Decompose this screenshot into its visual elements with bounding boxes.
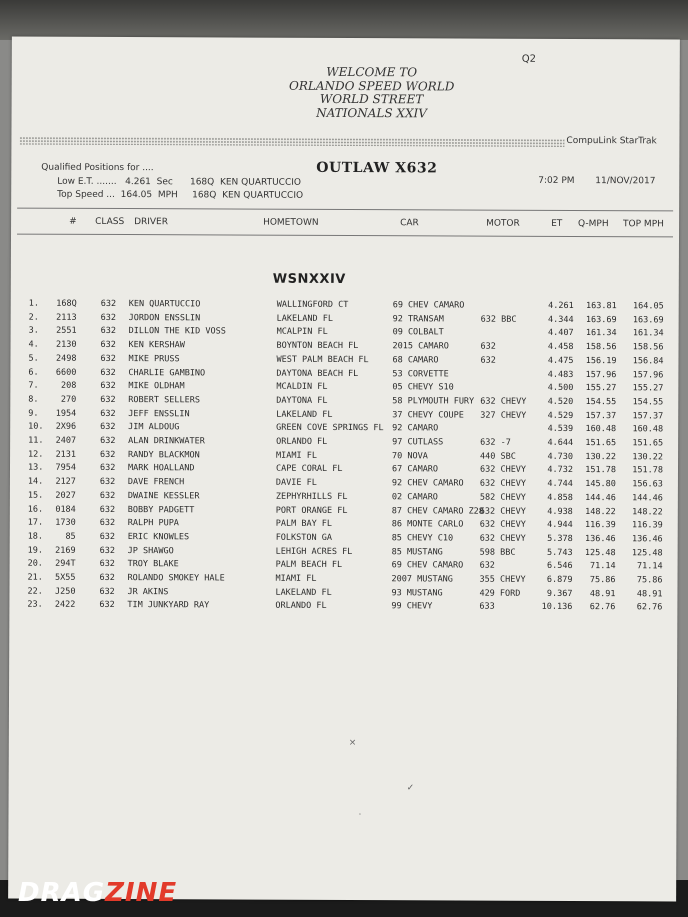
cell-hometown: MIAMI FL (276, 450, 318, 461)
cell-car: 69 CHEV CAMARO (391, 560, 464, 571)
cell-qmph: 75.86 (589, 575, 616, 586)
cell-qmph: 144.46 (585, 492, 616, 503)
cell-pos: 19. (27, 545, 44, 556)
cell-driver: JP SHAWGO (127, 545, 174, 556)
cell-et: 4.938 (547, 506, 573, 517)
dragzine-logo (18, 878, 177, 908)
cell-top: 156.84 (632, 356, 664, 367)
logo-part-zine: ZINE (105, 878, 178, 908)
cell-motor: 632 -7 (480, 437, 511, 448)
cell-car: 69 CHEV CAMARO (392, 300, 465, 311)
cell-car: 92 CAMARO (392, 423, 439, 434)
cell-hometown: DAYTONA FL (276, 395, 328, 406)
cell-pos: 22. (27, 586, 43, 597)
cell-qmph: 148.22 (585, 506, 616, 517)
cell-driver: JIM ALDOUG (128, 422, 180, 433)
cell-et: 4.475 (547, 355, 574, 366)
cell-car: 87 CHEV CAMARO Z28 (391, 505, 484, 517)
cell-motor: 633 (479, 601, 495, 613)
cell-car: 85 MUSTANG (391, 546, 443, 558)
cell-top: 62.76 (636, 602, 663, 613)
cell-driver: JEFF ENSSLIN (128, 408, 190, 419)
cell-top: 156.63 (632, 479, 663, 490)
cell-top: 161.34 (632, 328, 664, 339)
cell-car: 99 CHEVY (391, 601, 433, 612)
cell-car: 58 PLYMOUTH FURY (392, 396, 475, 407)
print-time: 7:02 PM (538, 175, 575, 187)
cell-qmph: 158.56 (585, 342, 617, 353)
cell-qmph: 157.37 (585, 410, 617, 421)
welcome-line: NATIONALS XXIV (316, 105, 427, 120)
cell-driver: JORDON ENSSLIN (128, 312, 201, 324)
cell-cls: 632 (99, 559, 115, 570)
cell-pos: 14. (27, 476, 44, 487)
cell-num: 6600 (55, 367, 77, 378)
cell-qmph: 145.80 (585, 479, 616, 490)
cell-hometown: GREEN COVE SPRINGS FL (276, 423, 384, 434)
col-header-class: CLASS (95, 216, 125, 228)
cell-cls: 632 (100, 326, 116, 337)
cell-cls: 632 (100, 422, 116, 433)
cell-qmph: 163.69 (585, 314, 617, 325)
cell-et: 6.546 (546, 561, 573, 572)
cell-car: 53 CORVETTE (392, 368, 449, 379)
cell-driver: DAVE FRENCH (127, 477, 185, 488)
cell-et: 9.367 (546, 588, 573, 599)
cell-car: 70 NOVA (392, 450, 428, 462)
cell-qmph: 136.46 (584, 533, 616, 545)
logo-part-drag: DRAG (18, 878, 106, 908)
cell-cls: 632 (99, 477, 116, 488)
cell-num: 2130 (56, 339, 77, 350)
cell-num: 5X55 (55, 572, 76, 583)
cell-cls: 632 (99, 600, 115, 611)
cell-motor: 632 (480, 355, 496, 366)
cell-num: 1954 (55, 408, 77, 419)
cell-motor: 632 CHEVY (479, 464, 527, 476)
cell-num: 0184 (55, 504, 76, 515)
cell-top: 164.05 (632, 301, 664, 312)
col-header-topmph: TOP MPH (623, 219, 664, 230)
cell-num: 208 (60, 380, 77, 392)
cell-top: 157.37 (632, 410, 664, 421)
cell-qmph: 160.48 (585, 424, 617, 435)
cell-motor: 632 BBC (480, 314, 517, 325)
cell-cls: 632 (99, 490, 116, 501)
col-header-car: CAR (400, 218, 419, 229)
cell-et: 4.520 (547, 396, 574, 407)
cell-cls: 632 (100, 381, 116, 392)
header-rule-top (17, 208, 673, 212)
cell-cls: 632 (99, 504, 116, 515)
cell-num: 294T (55, 559, 76, 570)
cell-motor: 429 FORD (479, 588, 521, 599)
cell-et: 4.744 (547, 478, 573, 490)
cell-cls: 632 (99, 545, 116, 556)
cell-car: 37 CHEVY COUPE (392, 409, 464, 421)
cell-hometown: LEHIGH ACRES FL (275, 546, 353, 557)
cell-driver: CHARLIE GAMBINO (128, 367, 206, 378)
cell-driver: ROBERT SELLERS (128, 394, 200, 406)
cell-hometown: MCALDIN FL (276, 381, 328, 393)
cell-cls: 632 (100, 435, 116, 447)
cell-motor: 327 CHEVY (480, 410, 527, 421)
cell-pos: 2. (28, 312, 39, 323)
cell-car: 85 CHEVY C10 (391, 533, 454, 544)
cell-et: 4.539 (547, 424, 574, 435)
cell-car: 67 CAMARO (391, 464, 439, 475)
cell-qmph: 156.19 (585, 355, 617, 366)
cell-cls: 632 (100, 394, 116, 405)
cell-car: 92 CHEV CAMARO (391, 478, 464, 489)
cell-car: 2015 CAMARO (392, 341, 449, 352)
cell-pos: 10. (28, 421, 44, 432)
cell-cls: 632 (99, 572, 115, 584)
background-top (0, 0, 688, 40)
cell-top: 157.96 (632, 369, 664, 380)
cell-cls: 632 (99, 531, 116, 542)
cell-driver: TROY BLAKE (127, 559, 179, 570)
cell-cls: 632 (100, 353, 116, 364)
cell-top: 158.56 (632, 342, 664, 353)
cell-pos: 16. (27, 504, 44, 515)
cell-hometown: LAKELAND FL (275, 587, 332, 598)
cell-hometown: PORT ORANGE FL (275, 505, 348, 516)
cell-num: 2113 (56, 312, 77, 323)
cell-driver: JR AKINS (127, 586, 169, 597)
cell-pos: 23. (27, 600, 43, 611)
cell-pos: 11. (28, 435, 44, 446)
cell-motor: 632 CHEVY (479, 506, 526, 517)
cell-hometown: ORLANDO FL (275, 601, 327, 612)
table-row (9, 600, 677, 617)
cell-car: 2007 MUSTANG (391, 574, 453, 585)
cell-hometown: DAVIE FL (275, 477, 317, 488)
event-code: WSNXXIV (272, 271, 346, 288)
cell-motor: 582 CHEVY (479, 492, 526, 503)
cell-et: 4.261 (548, 300, 574, 312)
cell-num: J250 (54, 586, 76, 597)
col-header-num: # (69, 216, 77, 227)
cell-cls: 632 (100, 298, 117, 310)
cell-motor: 632 CHEVY (479, 478, 527, 489)
cell-top: 75.86 (636, 575, 663, 586)
cell-hometown: PALM BAY FL (275, 518, 333, 530)
cell-et: 4.644 (547, 437, 574, 448)
cell-pos: 18. (27, 531, 44, 542)
cell-pos: 12. (28, 449, 44, 460)
cell-num: 2131 (55, 449, 77, 460)
cell-pos: 1. (28, 298, 39, 309)
cell-car: 92 TRANSAM (392, 313, 444, 325)
cell-num: 168Q (56, 298, 77, 309)
cell-top: 163.69 (632, 314, 664, 326)
cell-top: 148.22 (632, 506, 663, 517)
cell-cls: 632 (100, 312, 117, 323)
cell-cls: 632 (100, 340, 116, 351)
cell-pos: 3. (28, 326, 39, 337)
cell-et: 5.743 (547, 547, 573, 558)
class-title: OUTLAW X632 (316, 159, 438, 177)
cell-qmph: 163.81 (585, 301, 617, 312)
stray-mark: · (358, 810, 362, 821)
cell-top: 48.91 (636, 588, 663, 600)
cell-driver: ERIC KNOWLES (127, 531, 190, 543)
cell-qmph: 48.91 (589, 588, 616, 599)
cell-qmph: 154.55 (585, 396, 617, 408)
cell-num: 2X96 (55, 422, 77, 433)
cell-num: 2407 (55, 435, 77, 446)
cell-driver: KEN KERSHAW (128, 340, 185, 351)
cell-motor: 355 CHEVY (479, 574, 526, 585)
cell-et: 4.858 (547, 492, 573, 503)
cell-cls: 632 (100, 367, 116, 378)
cell-et: 4.529 (547, 410, 574, 421)
cell-top: 116.39 (632, 520, 663, 531)
cell-hometown: ORLANDO FL (276, 436, 328, 447)
cell-top: 160.48 (632, 424, 664, 435)
cell-pos: 9. (28, 408, 39, 419)
cell-hometown: PALM BEACH FL (275, 559, 343, 571)
cell-num: 2551 (56, 326, 77, 337)
cell-motor: 632 CHEVY (479, 533, 526, 544)
cell-et: 4.407 (547, 328, 574, 339)
cell-cls: 632 (100, 449, 116, 460)
cell-num: 2169 (55, 545, 76, 556)
cell-car: 02 CAMARO (391, 492, 438, 503)
cell-pos: 13. (27, 463, 44, 474)
cell-motor: 632 (479, 560, 495, 571)
cell-qmph: 71.14 (589, 561, 616, 572)
cell-hometown: FOLKSTON GA (275, 532, 333, 543)
cell-hometown: ZEPHYRHILLS FL (275, 491, 348, 502)
cell-num: 7954 (55, 463, 77, 474)
cell-num: 2027 (55, 490, 76, 501)
low-et-line: Low E.T. ....... 4.261 Sec 168Q KEN QUARTUCCIO (57, 176, 302, 188)
cell-hometown: CAPE CORAL FL (275, 464, 343, 475)
cell-top: 136.46 (631, 534, 663, 545)
cell-cls: 632 (99, 518, 116, 529)
cell-driver: MIKE PRUSS (128, 353, 180, 365)
cell-pos: 5. (28, 353, 39, 364)
welcome-line: ORLANDO SPEED WORLD (288, 78, 455, 93)
col-header-driver: DRIVER (134, 217, 169, 228)
cell-motor: 632 CHEVY (479, 519, 526, 530)
cell-pos: 20. (27, 558, 43, 569)
cell-top: 125.48 (631, 547, 663, 558)
cell-num: 2498 (55, 353, 77, 364)
cell-cls: 632 (99, 586, 115, 597)
col-header-et: ET (551, 218, 563, 229)
cell-num: 85 (65, 531, 76, 542)
cell-car: 86 MONTE CARLO (391, 519, 464, 530)
cell-driver: ROLANDO SMOKEY HALE (127, 573, 225, 584)
cell-cls: 632 (100, 408, 116, 419)
cell-et: 4.344 (548, 314, 574, 325)
cell-et: 4.730 (547, 451, 574, 462)
corner-code: Q2 (521, 53, 537, 65)
cell-driver: DWAINE KESSLER (127, 490, 200, 502)
cell-num: 2422 (54, 600, 76, 611)
cell-et: 10.136 (541, 602, 573, 613)
cell-hometown: BOYNTON BEACH FL (276, 340, 359, 352)
cell-et: 4.732 (547, 465, 574, 476)
cell-qmph: 116.39 (585, 520, 616, 531)
cell-motor: 598 BBC (479, 547, 516, 558)
stray-mark: ✓ (406, 783, 415, 794)
cell-qmph: 157.96 (585, 369, 617, 380)
cell-et: 5.378 (547, 533, 573, 544)
cell-hometown: DAYTONA BEACH FL (276, 368, 359, 379)
dotted-separator (19, 137, 564, 147)
cell-car: 68 CAMARO (392, 355, 439, 366)
cell-top: 151.65 (632, 438, 664, 449)
cell-hometown: WALLINGFORD CT (276, 299, 349, 311)
cell-top: 71.14 (636, 561, 663, 572)
top-speed-line: Top Speed ... 164.05 MPH 168Q KEN QUARTUCCIO (57, 189, 304, 201)
cell-top: 155.27 (632, 383, 664, 394)
cell-driver: KEN QUARTUCCIO (128, 299, 201, 310)
cell-qmph: 151.65 (585, 438, 617, 449)
welcome-line: WELCOME TO (326, 64, 418, 80)
qualified-label: Qualified Positions for .... (41, 162, 154, 174)
cell-hometown: LAKELAND FL (276, 313, 333, 324)
col-header-motor: MOTOR (486, 218, 520, 229)
cell-pos: 17. (27, 517, 44, 528)
print-date: 11/NOV/2017 (595, 176, 656, 187)
cell-num: 1730 (55, 517, 76, 529)
cell-top: 154.55 (632, 397, 664, 408)
cell-driver: DILLON THE KID VOSS (128, 326, 226, 337)
cell-pos: 4. (28, 339, 39, 350)
cell-pos: 21. (27, 572, 43, 583)
cell-num: 2127 (55, 476, 76, 487)
cell-pos: 7. (28, 380, 39, 391)
cell-qmph: 125.48 (584, 547, 616, 558)
cell-top: 130.22 (632, 451, 664, 463)
cell-et: 4.944 (547, 520, 573, 531)
cell-cls: 632 (99, 463, 116, 474)
cell-driver: ALAN DRINKWATER (128, 436, 205, 447)
system-name: CompuLink StarTrak (566, 135, 657, 147)
cell-driver: MARK HOALLAND (127, 463, 195, 474)
cell-driver: BOBBY PADGETT (127, 504, 195, 515)
col-header-qmph: Q-MPH (578, 219, 609, 230)
welcome-block (222, 65, 522, 120)
results-sheet (8, 37, 680, 902)
cell-hometown: LAKELAND FL (276, 409, 333, 420)
cell-motor: 632 CHEVY (480, 396, 527, 407)
cell-hometown: MIAMI FL (275, 573, 317, 584)
cell-car: 09 COLBALT (392, 327, 444, 338)
welcome-line: WORLD STREET (319, 91, 424, 107)
cell-car: 93 MUSTANG (391, 587, 443, 599)
cell-driver: TIM JUNKYARD RAY (127, 600, 210, 611)
cell-qmph: 155.27 (585, 383, 617, 394)
cell-driver: MIKE OLDHAM (128, 381, 185, 392)
col-header-hometown: HOMETOWN (263, 217, 319, 228)
header-rule-bottom (17, 234, 673, 238)
cell-motor: 440 SBC (480, 451, 516, 462)
cell-car: 05 CHEVY S10 (392, 382, 454, 393)
cell-et: 4.458 (547, 341, 574, 353)
cell-et: 4.500 (547, 383, 574, 394)
cell-qmph: 161.34 (585, 328, 617, 339)
cell-qmph: 151.78 (585, 465, 617, 476)
cell-pos: 6. (28, 367, 39, 378)
cell-pos: 15. (27, 490, 44, 501)
stray-mark: × (348, 738, 357, 749)
cell-qmph: 130.22 (585, 451, 617, 462)
cell-hometown: WEST PALM BEACH FL (276, 354, 369, 365)
cell-driver: RANDY BLACKMON (128, 449, 200, 461)
cell-motor: 632 (480, 341, 496, 352)
cell-qmph: 62.76 (589, 602, 616, 613)
cell-et: 6.879 (546, 574, 573, 585)
cell-num: 270 (60, 394, 77, 405)
cell-driver: RALPH PUPA (127, 518, 179, 529)
cell-hometown: MCALPIN FL (276, 327, 328, 338)
cell-top: 144.46 (632, 493, 663, 504)
cell-pos: 8. (28, 394, 39, 405)
cell-et: 4.483 (547, 369, 574, 380)
cell-car: 97 CUTLASS (392, 437, 444, 448)
cell-top: 151.78 (632, 465, 664, 476)
